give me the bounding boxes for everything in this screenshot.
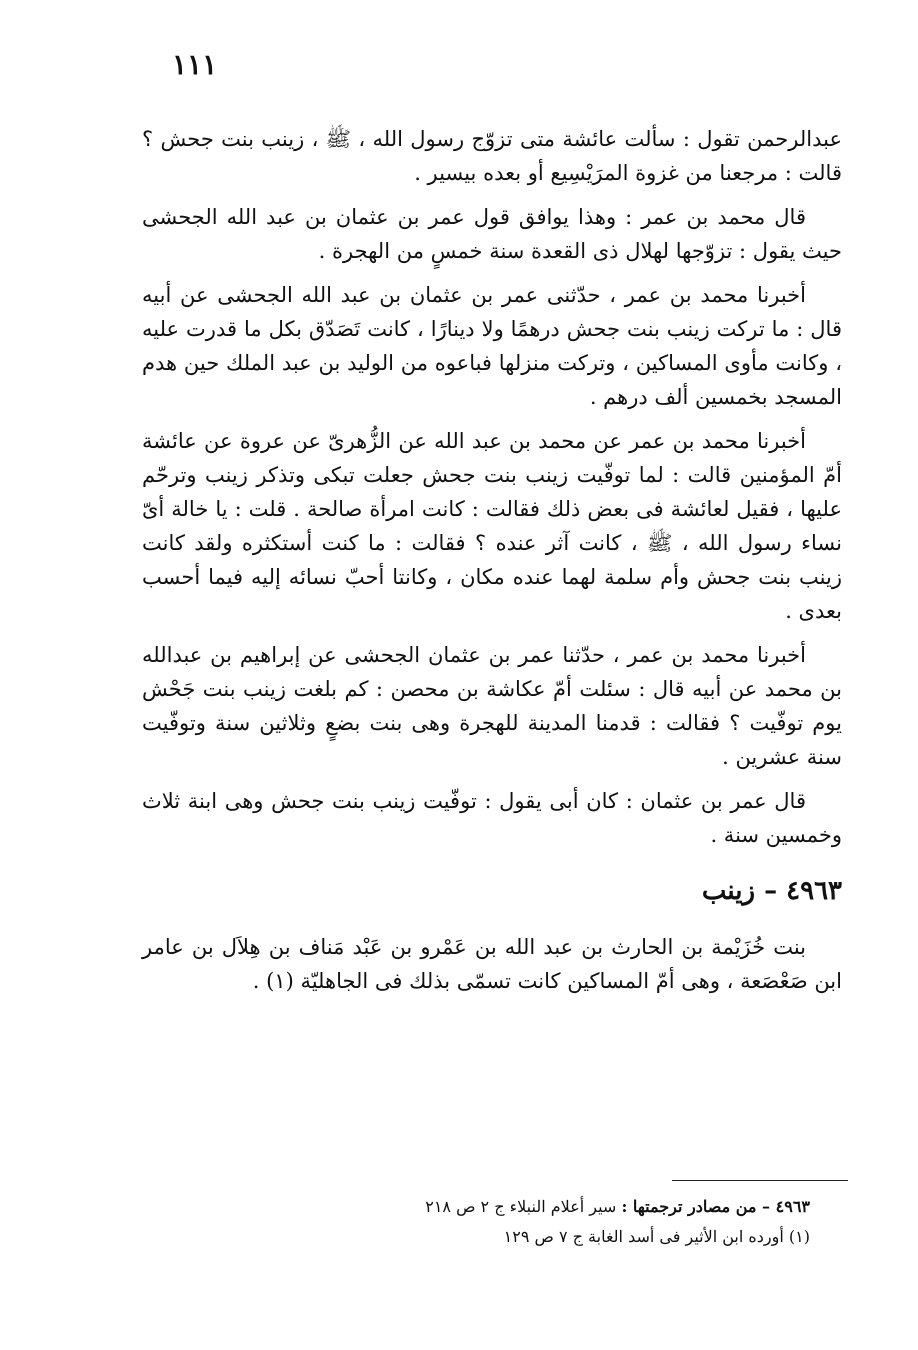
paragraph-1: عبدالرحمن تقول : سألت عائشة متى تزوّج رسول الله ، ﷺ ، زينب بنت جحش ؟ قالت : مرجعنا من غزوة المرَيْسِيع أو بعده بيسير . xyxy=(142,127,842,185)
page-number: ١١١ xyxy=(172,48,218,81)
paragraph-4: أخبرنا محمد بن عمر عن محمد بن عبد الله عن الزُّهرىّ عن عروة عن عائشة أمّ المؤمنين قالت : لما توفّيت زينب بنت جحش جعلت تبكى وتذكر زينب وترحّم عليها ، فقيل لعائشة فى بعض ذلك فقالت : كانت امرأة صالحة . قلت : يا خالة أىّ نساء رسول الله ، ﷺ ، كانت آثر عنده ؟ فقالت : ما كنت أستكثره ولقد كانت زينب بنت جحش وأم سلمة لهما عنده مكان ، وكانتا أحبّ نسائه إليه فيما أحسب بعدى . xyxy=(142,429,842,623)
paragraph-2: قال محمد بن عمر : وهذا يوافق قول عمر بن عثمان بن عبد الله الجحشى حيث يقول : تزوّجها لهلال ذى القعدة سنة خمسٍ من الهجرة . xyxy=(142,205,842,263)
entry-heading: ٤٩٦٣ – زينب xyxy=(701,876,842,906)
footnote-source xyxy=(300,1192,810,1222)
main-text xyxy=(142,122,842,1008)
bio-paragraph: بنت خُزَيْمة بن الحارث بن عبد الله بن عَمْرو بن عَبْد مَناف بن هِلاَل بن عامر ابن صَعْصَعة ، وهى أمّ المساكين كانت تسمّى بذلك فى الجاهليّة (١) . xyxy=(142,935,842,993)
footnote-1: (١) أورده ابن الأثير فى أسد الغابة ج ٧ ص ١٢٩ xyxy=(503,1227,810,1246)
footnote-source-text: سير أعلام النبلاء ج ٢ ص ٢١٨ xyxy=(425,1197,617,1216)
footnote-divider xyxy=(672,1180,848,1181)
paragraph-3: أخبرنا محمد بن عمر ، حدّثنى عمر بن عثمان بن عبد الله الجحشى عن أبيه قال : ما تركت زينب بنت جحش درهمًا ولا دينارًا ، كانت تَصَدّق بكل ما قدرت عليه ، وكانت مأوى المساكين ، وتركت منزلها فباعوه من الوليد بن عبد الملك حين هدم المسجد بخمسين ألف درهم . xyxy=(142,283,842,409)
paragraph-5: أخبرنا محمد بن عمر ، حدّثنا عمر بن عثمان الجحشى عن إبراهيم بن عبدالله بن محمد عن أبيه قال : سئلت أمّ عكاشة بن محصن : كم بلغت زينب بنت جَحْش يوم توفّيت ؟ فقالت : قدمنا المدينة للهجرة وهى بنت بضعٍ وثلاثين سنة وتوفّيت سنة عشرين . xyxy=(142,643,842,769)
footnote-source-label: ٤٩٦٣ – من مصادر ترجمتها : xyxy=(621,1197,810,1216)
paragraph-6: قال عمر بن عثمان : كان أبى يقول : توفّيت زينب بنت جحش وهى ابنة ثلاث وخمسين سنة . xyxy=(142,789,842,847)
footnotes xyxy=(300,1192,810,1252)
